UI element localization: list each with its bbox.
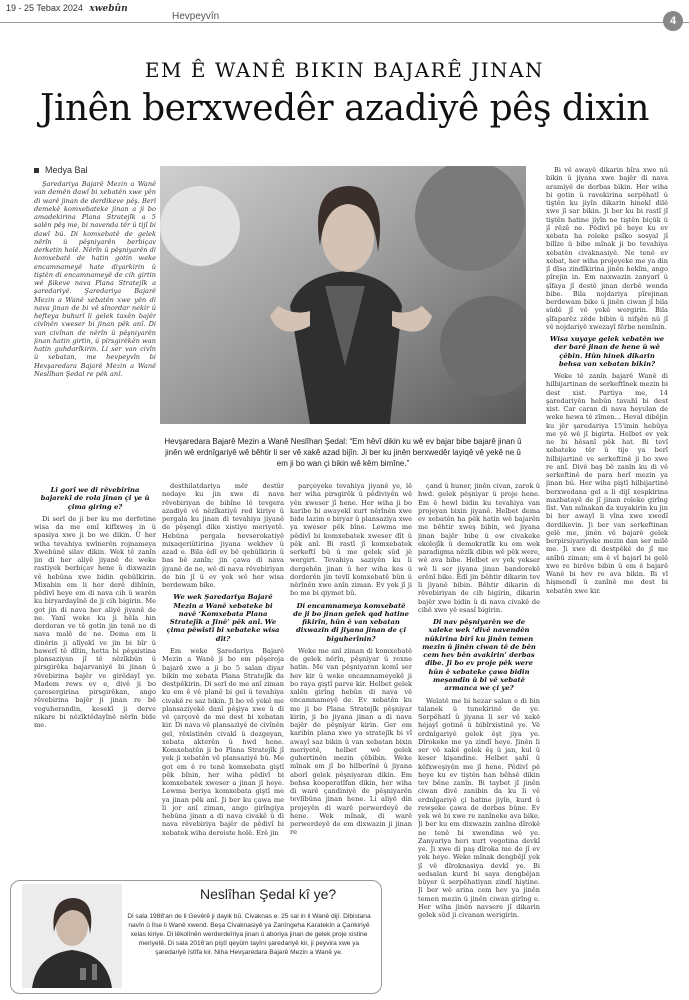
supra-title: EM Ê WANÊ BIKIN BAJARÊ JINAN	[144, 58, 545, 82]
page-number: 4	[663, 11, 683, 31]
column-2: desthilatdariya mêr destûr nedaye ku jin xwe di nava rêvebiriyan de bibîne lê tevgera azadiyê vê nêzîkatiyê red kiriye û pergala ku jinan di tevahiya jiyanê de pêşengî dike xistiye meriyetê. Hebûna pergala hevserokatiyê mixaqeriûtirina jiyana wekhev û azad e. Bila êdî ev bê qebûlkirin û bas bê zanîn; jin çawa di nava jiyanê de ne, wê di nava rêvebiriyan de bin jî û ev yek wê her wisa berdewam bike. We wek Şaredariya Bajarê Mezin a Wanê xebateke bi navê ‘Komxebata Plana Stratejîk a Jinê’ pêk anî. We çima pêwîstî bi xebateke wisa dît? Em weke Şaredariya Bajarê Mezin a Wanê ji bo em pêşeroja bajarê xwe a ji bo 5 salan diyar bikin me xebata Plana Stratejîk da destpêkirin. Di serî de me anî ziman ku em ê vê planê bi gel û tevahiya civakê re saz bikin. Ji bo vê yekê me plansaziyekê danî pêşiya xwe û di vê çarçovê de me dest bi xebatan kir. Di nava vê plansaziyê de civînên gel, rêxistinên civakî û dezgeyan, xebata akterên û hwd hene. Komxebatên ji bo Plana Stratejîk jî yek ji xebatên vê plansaziyê bû. Me got em ê re tenê komxebata giştî pêk bînin, her wiha pêdivî bi komxebatek xweser a jinan jî heye. Lewma beriya komxebata giştî me ya jinan pêk anî. Ji ber ku çawa me li jor anî ziman, ango girîngiya hebûna jinan a di nava civakê û di nava rêvebiriya bajêr de pêdivî bi xebatek wiha dereiste holê. Erê jin	[162, 482, 284, 837]
bio-portrait-image	[22, 884, 122, 988]
headline: Jinên berxwedêr azadiyê pêş dixin	[40, 88, 649, 129]
header-rule	[0, 22, 689, 23]
question-5: Wisa xuyaye gelek xebatên we der barê jinan de hene û wê çêbin. Hûn hinek dikarin behsa van xebatan bikin?	[549, 335, 665, 368]
byline: Medya Bal	[34, 165, 88, 175]
column-4: çand û huner, jinên civan, zarok û hwd. gelek pêşniyar û proje hene. Em ê hewl bidin ku tevahiya van projeyan bixin jiyanê. Helbet dema ev xebatên ha pêk hatin wê bajarên me bêhtir xweş bibin, wê jiyana jinan bajêr bibe û ew civakeke ekolojîk û demokratîk ku em wek paradigma nêzîk dibin wê pêk were, wê ava bibe. Helbet ev yek yekser wê li ser jiyana jinan bandorekê erênî bike. Êdî jin bêhtir dikarin tev li jiyanê bibin. Bêhtir dikarin di rêvebiriyan de cih bigirin, dikarin bajêr xwe bidin û di nava civakê de cihê xwe yê esasî bigirin. Di nav pêşniyarên we de xaleke wek ‘divê navendên nûkirina birî ku jinên temen mezin û jinên ciwan tê de bên cem hev bên avakirin’ derbas dibe. Ji bo ev proje pêk were hûn ê xebateke çawa bidin meşandin û bi vê xebatê armanca we çi ye? Welatê me bi hezar salan e di bin talanek û tunekirinê de ye. Serpêhatî û jiyana li ser vê xakê héjayî gotinê û bibîrxistinê ye. Vê erdnîgariyê gelek êşt jiya ye. Dîrokeke me ya zindî heye. Jinên li ser vê xakê gelek êş û jan, kul û keser kişandine. Helbet şahî û kêfxweşiyên me jî hene. Pêdivî pê heye ku ev tiştên han bêhsê dikin tev bêne zanîn. Bi taybet jî jinên ciwan divê zanibin da ku li vê erdnîgariyê çi hatine jiyîn, kurd û rewşeke çawa de derbas bûne. Ev yek wê bi xwe re zanîneke ava bike. Ji ber ku em dixwazin zanîna dîrokê ne tenê bi xwendina wê ye. Zanyariya heri xurt vegotina devkî ye. Ji xwe di paş dîroka me de jî ev yek heye. Weke mînak dengbêjî yek jî vê dîroknasiya devkî ye. Bi sedsalan kurd bi saya dengbêjan bûyer û serpêhatiyan zindî hiştine. Ji ber wê arina cem hev ya jinên temen mezin û jinên ciwan girîng e. Her wiha jinên navsere jî dikarin gelek sûd ji civanan werigirin.	[418, 482, 540, 920]
column-3: parçeyeke tevahiya jiyanê ye, lê her wiha pirsgirêk û pêdiviyên wê yên xweser jî hene. Her wiha ji bo karibe bi awayekî xurt nêrînên xwe bide lazim e biryar û plansaziya xwe ya xweser pêk bîne. Lewma me pêdivî bi komxebatek xweser dît û pêk anî. Bi rastî jî komxebatek serkeftî bû û me gelek sûd jê wergirt. Tevahiya saziyên ku li dergehên jinan û her wiha kes û dordorên jin tevlî komxebatê bûn û nêrînên xwe anîn ziman. Ev yek jî ji bo me bi qiymet bû. Di encamnameya komxebatê de ji bo jinan gelek qad hatine fikirîn, hûn ê van xebatan dixwazin di jiyana jinan de çi biguherînin? Weke me anî ziman di komxebatê de gelek nêrîn, pêşniyar û rexne hatin. Me van pêşniyaran komî ser hev kir û weke encamnameyekê ji bo raya giştî parve kir. Helbet gelek xalên girîng hebûn di nava vê encamnameyê de. Ev xebatên ku me ji bo Plana Stratejîk pêşniyar kirin, ji bo jiyana jinan a di nava bajêr de pêşniyar kirin. Ger em karibin plana xwe ya stratejîk bi vî awayî saz bikin û van xebatan bixin meriyetê, helbet wê gelek guhertinên mezin çêbibin. Weke mînak em jî bo hilberînê û jiyana aborî gelek pêşniyaran dikin. Em behsa kooperatîfan dikin, her wiha di warê çandiniyê de pêşniyarên tevlîbûna jinan hene. Li aliyê din projeyên di warê perwerdeyê de hene. Wek mînak, di warê perwerdeyê de em dixwazin ji jinan re	[290, 482, 412, 837]
section-label: Hevpeyvîn	[172, 11, 220, 22]
main-photo	[160, 166, 526, 424]
bullet-square-icon	[34, 168, 39, 173]
question-3: Di encamnameya komxebatê de ji bo jinan gelek qad hatine fikirîn, hûn ê van xebatan dixwazin di jiyana jinan de çi biguherînin?	[293, 601, 409, 643]
question-2: We wek Şaredariya Bajarê Mezin a Wanê xebateke bi navê ‘Komxebata Plana Stratejîk a Jinê’ pêk anî. We çima pêwîstî bi xebateke wisa dît?	[166, 593, 280, 643]
question-4: Di nav pêşniyarên we de xaleke wek ‘divê navendên nûkirina birî ku jinên temen mezin û jinên ciwan tê de bên cem hev bên avakirin’ derbas dibe. Ji bo ev proje pêk were hûn ê xebateke çawa bidin meşandin û bi vê xebatê armanca we çi ye?	[422, 618, 536, 693]
lead-paragraph: Şaredariya Bajarê Mezin a Wanê van demên dawî bi xebatên xwe yên di warê jinan de derdikeve pêş. Berî demekê komxebateke jinan a ji bo amadekirina Plana Stratejîk a 5 salên pêş me, bi navenda têr û tijî bi dawî bû. Di komxebatê de gelek nêrîn û pêşniyarên berbiçav derketin holê. Nêrîn û pêşniyarên di komxebatê de hatin gotin weke encamnameyê hate diyarkirin û tiştên di encamnameyê de cih girtin wê ßikeve nava Plana Stratejîk a şaredariyê. Şaredariya Bajarê Mezin a Wanê xebatên xwe yên di nava jinan de bi vê sînordar nekir û hefteya buhurî li gelek taxên bajêr civînên xweser bi jinan pêk anî. Di van civînan de nêrîn û pêşniyarên jinan hatin girtin, û pirsgirêkên wan hatin guhdarîkirin. Li ser van civîn û xebatan, me hevpeyvîn bi Hevşaredara Bajarê Mezin a Wanê Neslîhan Şedal re pêk anî.	[34, 180, 156, 378]
column-5: Bi vê awayê dikarin bîra xwe nû bikin û jiyana xwe bajêr di nava aramiyê de derbas bikin. Her wiha bi gotin û ravekirina serpêhatî û tiştên ku jiyîn dikarin hinekî dilê xwe jî sar bikin. Ji ber ku bi rastî jî tiştên hatine jiyîn ne tiştên biçûk û jî rêzê ne. Pêdivî pê heye ku ev xebata ha roleke psîko sosyal jî bilîze û bibe mînak ji bo tevahiya xebatên civaknasiyê. Ne tenê ev xebat, her wiha projeyeke me ya din jî dîsa zindîkirina jinên hekîm, ango pîrejin in. Em naxwazin zanyarî û şîfaya jî destê jinan derbê wenda bibe. Bila nojdariya pîrejinan berdewam bike û jinên ciwan jî bila sûdê jî vê yekê wergirin. Bila şîfaparêz zêde bibin û nifşên nû jî vê nojdariyê xwezayî fêrbe nemînin. Wisa xuyaye gelek xebatên we der barê jinan de hene û wê çêbin. Hûn hinek dikarin behsa van xebatan bikin? Weke tê zanîn bajarê Wanê di hilbijartinan de serkeftînek mezin bi dest xist. Partiya me, 14 şaredariyên hebûn tavahî bi dest xist. Car caran di nava heyulan de weke hewa tê zîmen... Heval dibêjin ku jêr şaredariya 15'imin hebûya me yê wê jî bigirta. Helbet ev yek ne bi hêsanî pêk hat. Bi tevî xebateke têr û tije ya berî hilbijartinê ve serkeftinê ji bo xwe re anî. Divê baş bê zanîn ku di vê serkeftinê de para herî mezin ya jinan bû. Her wiha piştî hilbijartinê berxwedana gel a li dijî xespkirina mazbatayê de jî jinan roleke girîng lîst. Van mînakan da xuyakirin ku jin bi her awayî li vîna xwe xwedî derdikevin. Ji ber van serkeftinan gelê me, jinên vê bajarê gelek berpirsiyariyeke mezin dan ser milê me. Ji xwe di destpêkê de jî me anîbû ziman; em ê vî bajarî bi gelê xwe re birêve bibin û em ê bajarê Wanê bi hev re ava bikin. Bi vî hişmendî û zanînê me dest bi xebatên xwe kir.	[546, 166, 668, 595]
bio-photo	[22, 884, 122, 988]
photo-caption: Hevşaredara Bajarê Mezin a Wanê Neslîhan Şedal: “Em hêvî dikin ku wê ev bajar bibe bajarê jinan û jinên wê erdnîgariyê wê bêhtir li ser vê xakê azad bijîn. Ji ber ku jinên berxwedêr layiqê vê yekê ne û em ji bo wan çi bikin wê kêm bimîne.”	[164, 437, 522, 468]
bio-title: Neslîhan Şedal kî ye?	[200, 886, 337, 902]
column-1: Li gorî we di rêvebirina bajarekî de rola jinan çi ye û çima giring e? Di serî de ji ber ku me derfetine wisa da me emî kifîxweş in û spasiya xwe ji bo we dikin. Ü her wiha tevahiya xwînerên rojnameya Xwebûnê silav dikin. Wek tê zanîn jin di her aliyê jiyanê de weke rastiyek berbiçav hene û dixwazin vê hebûna xwe bidin qebûlkirin. Mixabin em li her derê dibînin, pêdivî heye em di nava cih û warên ku biryardayînê de ji cih bigirin. Me got jin di nava her aliyê jiyanê de ne. Yanî weke ku ji hêla hin derdoran ve tê gotin jin tenê ne di nava malê de ne. Dema em li dinêrin ji alîyekî ve jin bi bîr û bawerî tê dîtin, hetta bi pêşxistina plansaziyan jî tê nêzîkbûn û pirsgirêka bajarvaniyê bi jinan û rêvebirina bajêr ve girêdayî ye. Madem rews ev e, divê ji bo çaresergirina pirsgirêkan, ango rêvebirina bajêr ji jinan re bê veguherandin, kesekî ji derve nikare bi nêzîktêdayînê nêrîn bide me.	[34, 486, 156, 730]
brand-logo: xwebûn	[89, 4, 128, 14]
portrait-image	[160, 166, 526, 424]
question-1: Li gorî we di rêvebirina bajarekî de rola jinan çi ye û çima giring e?	[40, 486, 150, 511]
issue-date: 19 - 25 Tebax 2024 xwebûn	[6, 3, 128, 14]
bio-text: Di sala 1988'an de li Gevêrê ji dayik bû. Civaknas e. 25 sal in li Wanê dijî. Dibistana navîn û lîse li Wanê xwend. Beşa Civaknasiyê ya Zanîngeha Karatekîn a Çankiriyê xelas kiriye. Di lêkolînên werderdeîriya jinan û aboriya jinan de gelek proje xistine meriyetê. Di sala 2016'an piştî qeyûm tayîni şaredariyê kir, ji peyvira xwe ya şaredariyê îstîfa kir. Niha Hevşaredara Bajarê Mezin a Wanê ye.	[127, 913, 371, 956]
